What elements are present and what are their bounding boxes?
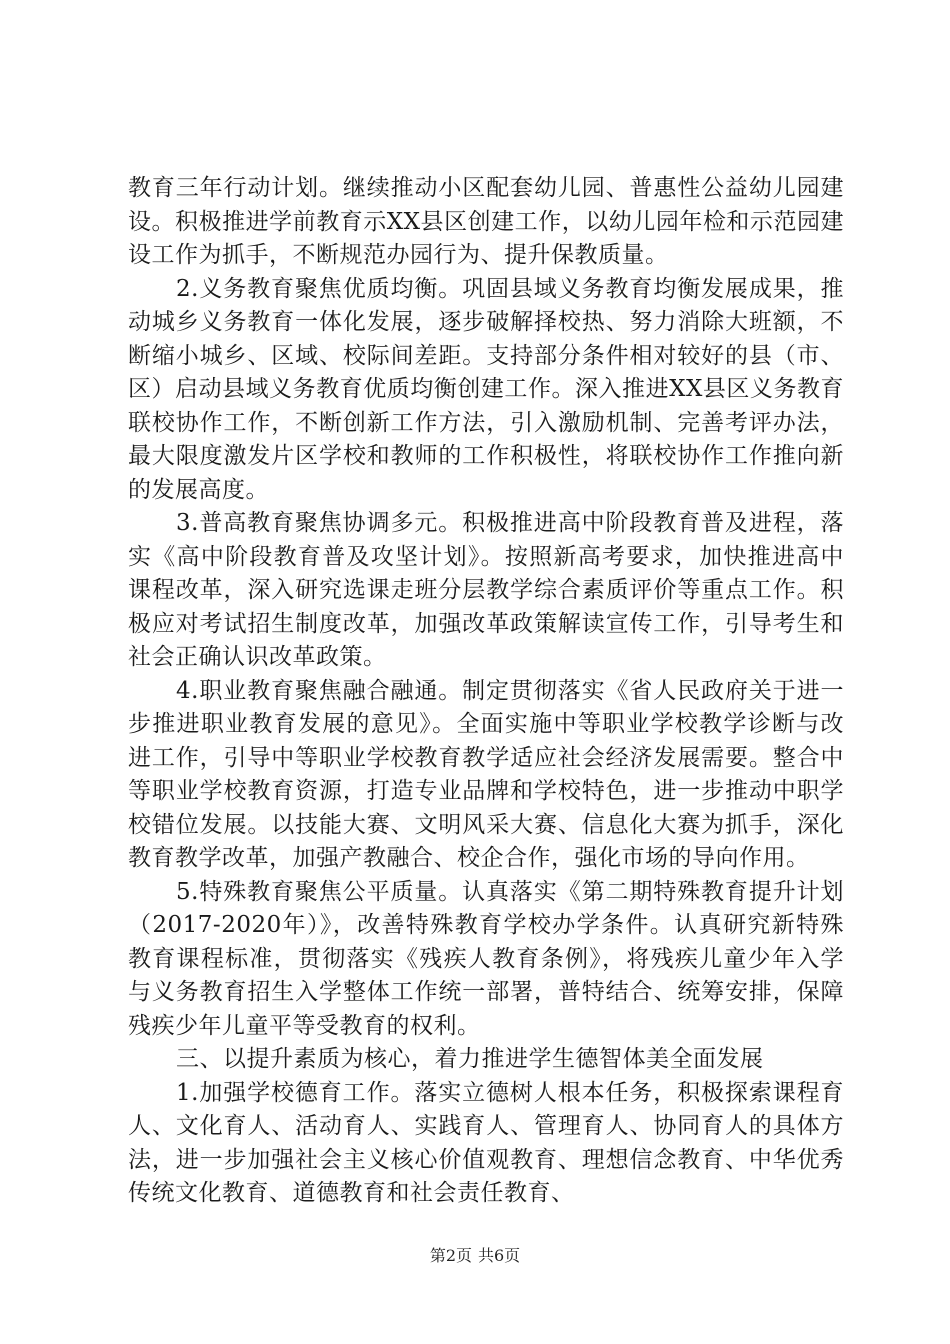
page-total: 共6页 — [478, 1246, 521, 1265]
paragraph-2: 2.义务教育聚焦优质均衡。巩固县域义务教育均衡发展成果，推动城乡义务教育一体化发展，逐步破解择校热、努力消除大班额，不断缩小城乡、区域、校际间差距。支持部分条件相对较好的县（市、区）启动县域义务教育优质均衡创建工作。深入推进XX县区义务教育联校协作工作，不断创新工作方法，引入激励机制、完善考评办法，最大限度激发片区学校和教师的工作积极性，将联校协作工作推向新的发展高度。 — [128, 275, 844, 503]
paragraph-1: 教育三年行动计划。继续推动小区配套幼儿园、普惠性公益幼儿园建设。积极推进学前教育示XX县区创建工作，以幼儿园年检和示范园建设工作为抓手，不断规范办园行为、提升保教质量。 — [128, 175, 844, 268]
paragraph-4: 4.职业教育聚焦融合融通。制定贯彻落实《省人民政府关于进一步推进职业教育发展的意见》。全面实施中等职业学校教学诊断与改进工作，引导中等职业学校教育教学适应社会经济发展需要。整合中等职业学校教育资源，打造专业品牌和学校特色，进一步推动中职学校错位发展。以技能大赛、文明风采大赛、信息化大赛为抓手，深化教育教学改革，加强产教融合、校企合作，强化市场的导向作用。 — [128, 677, 844, 871]
page-footer — [0, 1243, 950, 1266]
page-number: 第2页 — [429, 1246, 472, 1265]
paragraph-5: 5.特殊教育聚焦公平质量。认真落实《第二期特殊教育提升计划（2017-2020年）》，改善特殊教育学校办学条件。认真研究新特殊教育课程标准，贯彻落实《残疾人教育条例》，将残疾儿童少年入学与义务教育招生入学整体工作统一部署，普特结合、统筹安排，保障残疾少年儿童平等受教育的权利。 — [128, 878, 844, 1039]
paragraph-3: 3.普高教育聚焦协调多元。积极推进高中阶段教育普及进程，落实《高中阶段教育普及攻坚计划》。按照新高考要求，加快推进高中课程改革，深入研究选课走班分层教学综合素质评价等重点工作。积极应对考试招生制度改革，加强改革政策解读宣传工作，引导考生和社会正确认识改革政策。 — [128, 510, 844, 670]
paragraph-6: 1.加强学校德育工作。落实立德树人根本任务，积极探索课程育人、文化育人、活动育人、实践育人、管理育人、协同育人的具体方法，进一步加强社会主义核心价值观教育、理想信念教育、中华优秀传统文化教育、道德教育和社会责任教育、 — [128, 1079, 844, 1206]
section-heading: 三、以提升素质为核心，着力推进学生德智体美全面发展 — [176, 1046, 764, 1072]
document-body — [128, 172, 844, 1211]
